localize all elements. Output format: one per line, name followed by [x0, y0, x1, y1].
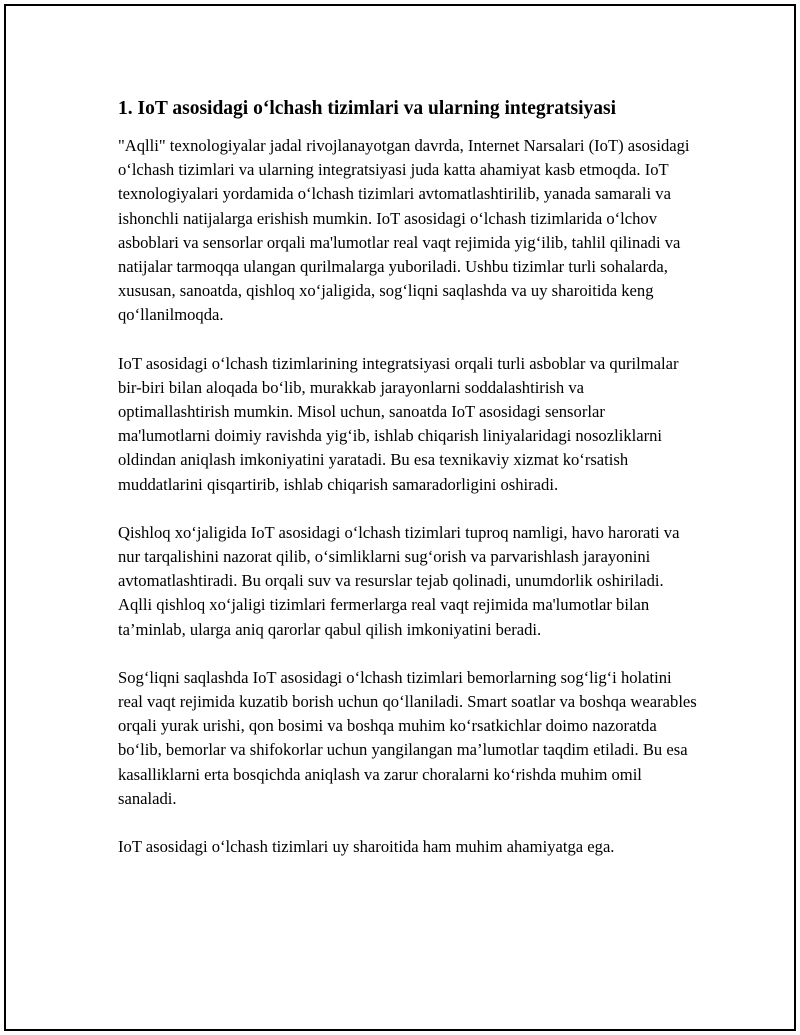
document-content	[118, 94, 698, 883]
paragraph-healthcare: Sog‘liqni saqlashda IoT asosidagi o‘lchash tizimlari bemorlarning sog‘lig‘i holatini real vaqt rejimida kuzatib borish uchun qo‘llaniladi. Smart soatlar va boshqa wearables orqali yurak urishi, qon bosimi va boshqa muhim ko‘rsatkichlar doimo nazoratda bo‘lib, bemorlar va shifokorlar uchun yangilangan ma’lumotlar taqdim etiladi. Bu esa kasalliklarni erta bosqichda aniqlash va zarur choralarni ko‘rishda muhim omil sanaladi.	[118, 667, 697, 808]
section-heading: 1. IoT asosidagi o‘lchash tizimlari va ularning integratsiyasi	[118, 98, 617, 119]
paragraph-integration: IoT asosidagi o‘lchash tizimlarining integratsiyasi orqali turli asboblar va qurilmalar bir-biri bilan aloqada bo‘lib, murakkab jarayonlarni soddalashtirish va optimallashtirish mumkin. Misol uchun, sanoatda IoT asosidagi sensorlar ma'lumotlarni doimiy ravishda yig‘ib, ishlab chiqarish liniyalaridagi nosozliklarni oldindan aniqlash imkoniyatini yaratadi. Bu esa texnikaviy xizmat ko‘rsatish muddatlarini qisqartirib, ishlab chiqarish samaradorligini oshiradi.	[118, 353, 679, 494]
paragraph-home: IoT asosidagi o‘lchash tizimlari uy sharoitida ham muhim ahamiyatga ega.	[118, 837, 615, 857]
document-page	[4, 4, 796, 1031]
paragraph-agriculture: Qishloq xo‘jaligida IoT asosidagi o‘lchash tizimlari tuproq namligi, havo harorati va nur tarqalishini nazorat qilib, o‘simliklarni sug‘orish va parvarishlash jarayonini avtomatlashtiradi. Bu orqali suv va resurslar tejab qolinadi, unumdorlik oshiriladi. Aqlli qishloq xo‘jaligi tizimlari fermerlarga real vaqt rejimida ma'lumotlar bilan ta’minlab, ularga aniq qarorlar qabul qilish imkoniyatini beradi.	[118, 522, 680, 639]
paragraph-intro: "Aqlli" texnologiyalar jadal rivojlanayotgan davrda, Internet Narsalari (IoT) asosidagi o‘lchash tizimlari va ularning integratsiyasi juda katta ahamiyat kasb etmoqda. IoT texnologiyalari yordamida o‘lchash tizimlari avtomatlashtirilib, yanada samarali va ishonchli natijalarga erishish mumkin. IoT asosidagi o‘lchash tizimlarida o‘lchov asboblari va sensorlar orqali ma'lumotlar real vaqt rejimida yig‘ilib, tahlil qilinadi va natijalar tarmoqqa ulangan qurilmalarga yuboriladi. Ushbu tizimlar turli sohalarda, xususan, sanoatda, qishloq xo‘jaligida, sog‘liqni saqlashda va uy sharoitida keng qo‘llanilmoqda.	[118, 136, 690, 325]
